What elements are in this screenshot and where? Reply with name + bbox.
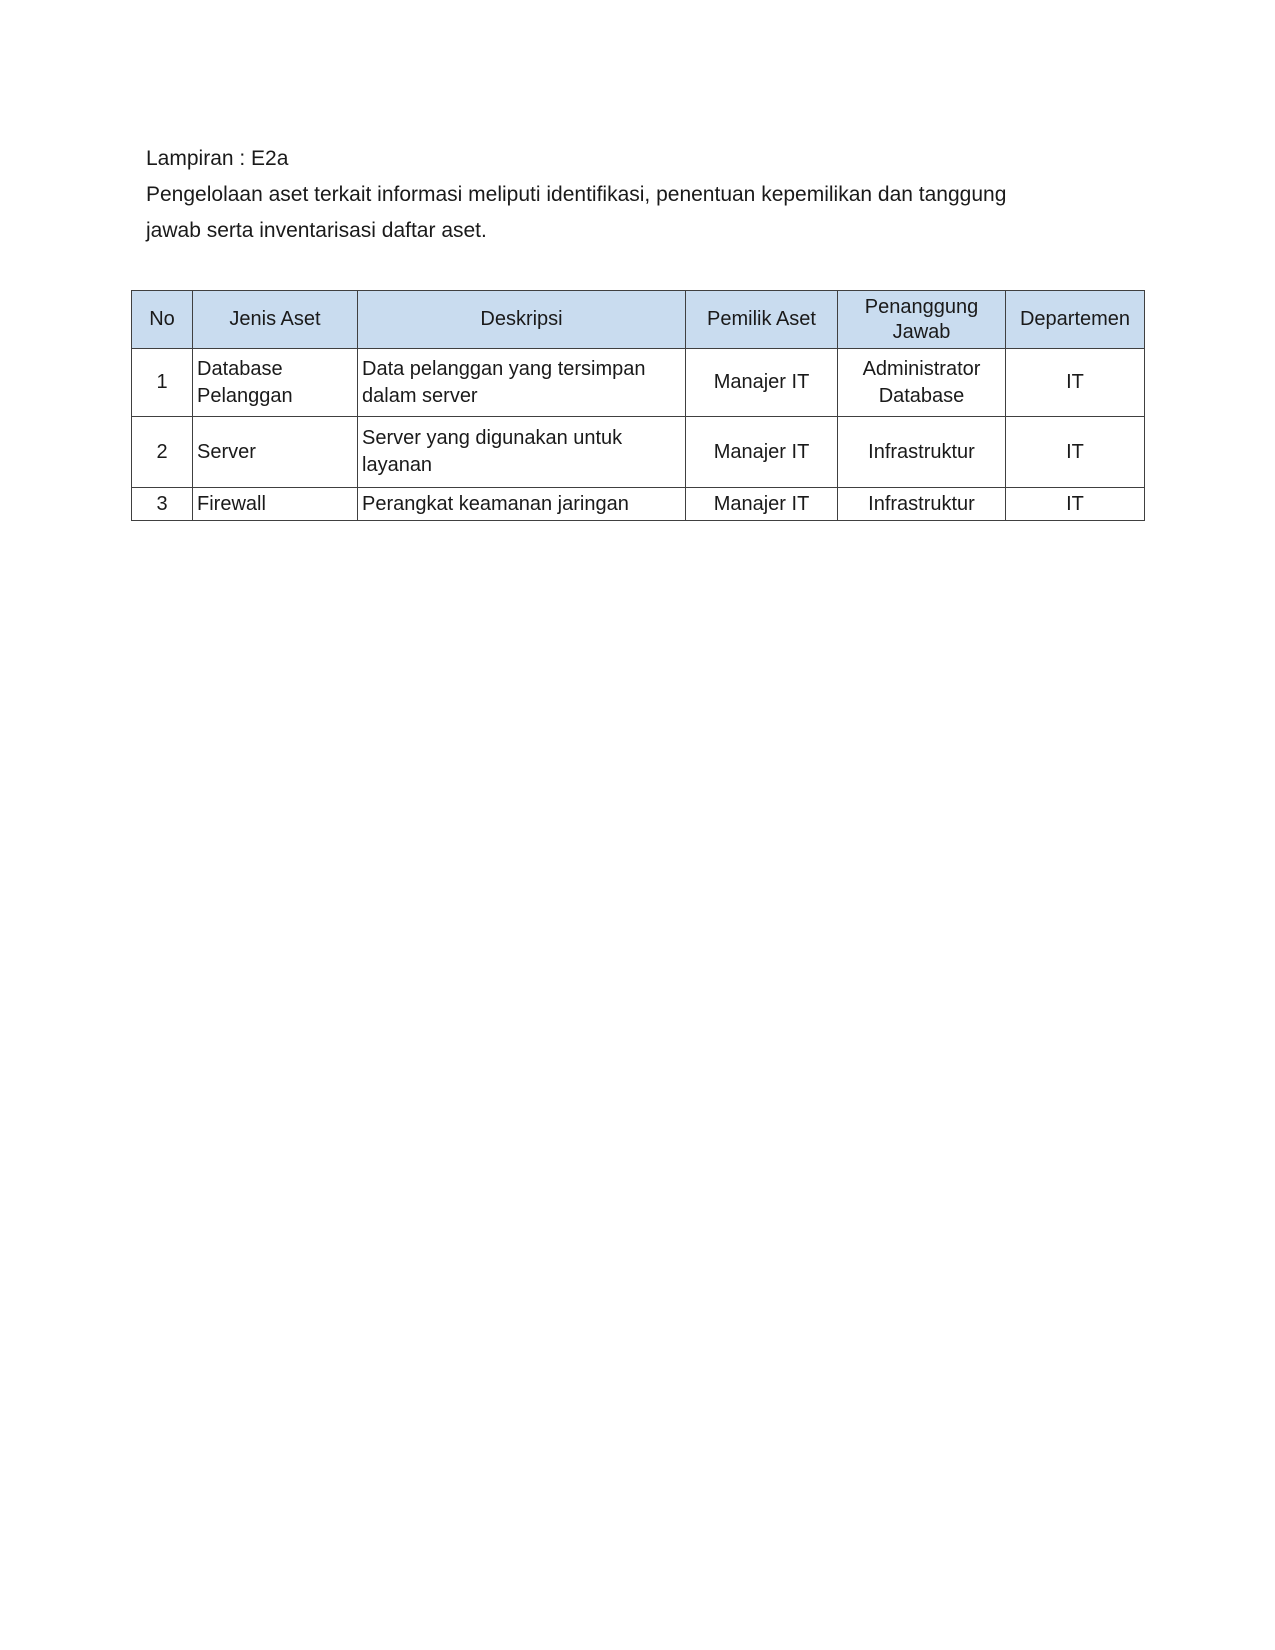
cell-pemilik-aset: Manajer IT (686, 417, 838, 488)
table-row (132, 488, 1145, 521)
asset-inventory-table (131, 290, 1145, 521)
cell-jenis-aset: Firewall (193, 488, 358, 521)
cell-deskripsi: Server yang digunakan untuk layanan (358, 417, 686, 488)
document-text-block (146, 141, 1006, 249)
column-header-deskripsi: Deskripsi (358, 291, 686, 349)
cell-penanggung-jawab: Infrastruktur (838, 488, 1006, 521)
attachment-heading: Lampiran : E2a (146, 147, 289, 170)
cell-jenis-aset: Server (193, 417, 358, 488)
table-row (132, 349, 1145, 417)
cell-no: 3 (132, 488, 193, 521)
cell-departemen: IT (1006, 488, 1145, 521)
cell-pemilik-aset: Manajer IT (686, 488, 838, 521)
cell-deskripsi: Perangkat keamanan jaringan (358, 488, 686, 521)
column-header-pemilik-aset: Pemilik Aset (686, 291, 838, 349)
intro-line-1: Pengelolaan aset terkait informasi meliputi identifikasi, penentuan kepemilikan dan tanggung (146, 183, 1007, 206)
intro-line-2: jawab serta inventarisasi daftar aset. (146, 219, 487, 242)
intro-paragraph (146, 177, 1006, 249)
column-header-departemen: Departemen (1006, 291, 1145, 349)
cell-deskripsi: Data pelanggan yang tersimpan dalam server (358, 349, 686, 417)
column-header-penanggung-jawab: Penanggung Jawab (838, 291, 1006, 349)
column-header-no: No (132, 291, 193, 349)
cell-no: 1 (132, 349, 193, 417)
cell-jenis-aset: Database Pelanggan (193, 349, 358, 417)
cell-departemen: IT (1006, 417, 1145, 488)
cell-penanggung-jawab: Infrastruktur (838, 417, 1006, 488)
table-row (132, 417, 1145, 488)
cell-penanggung-jawab: Administrator Database (838, 349, 1006, 417)
cell-no: 2 (132, 417, 193, 488)
cell-departemen: IT (1006, 349, 1145, 417)
cell-pemilik-aset: Manajer IT (686, 349, 838, 417)
column-header-jenis-aset: Jenis Aset (193, 291, 358, 349)
table-header-row (132, 291, 1145, 349)
